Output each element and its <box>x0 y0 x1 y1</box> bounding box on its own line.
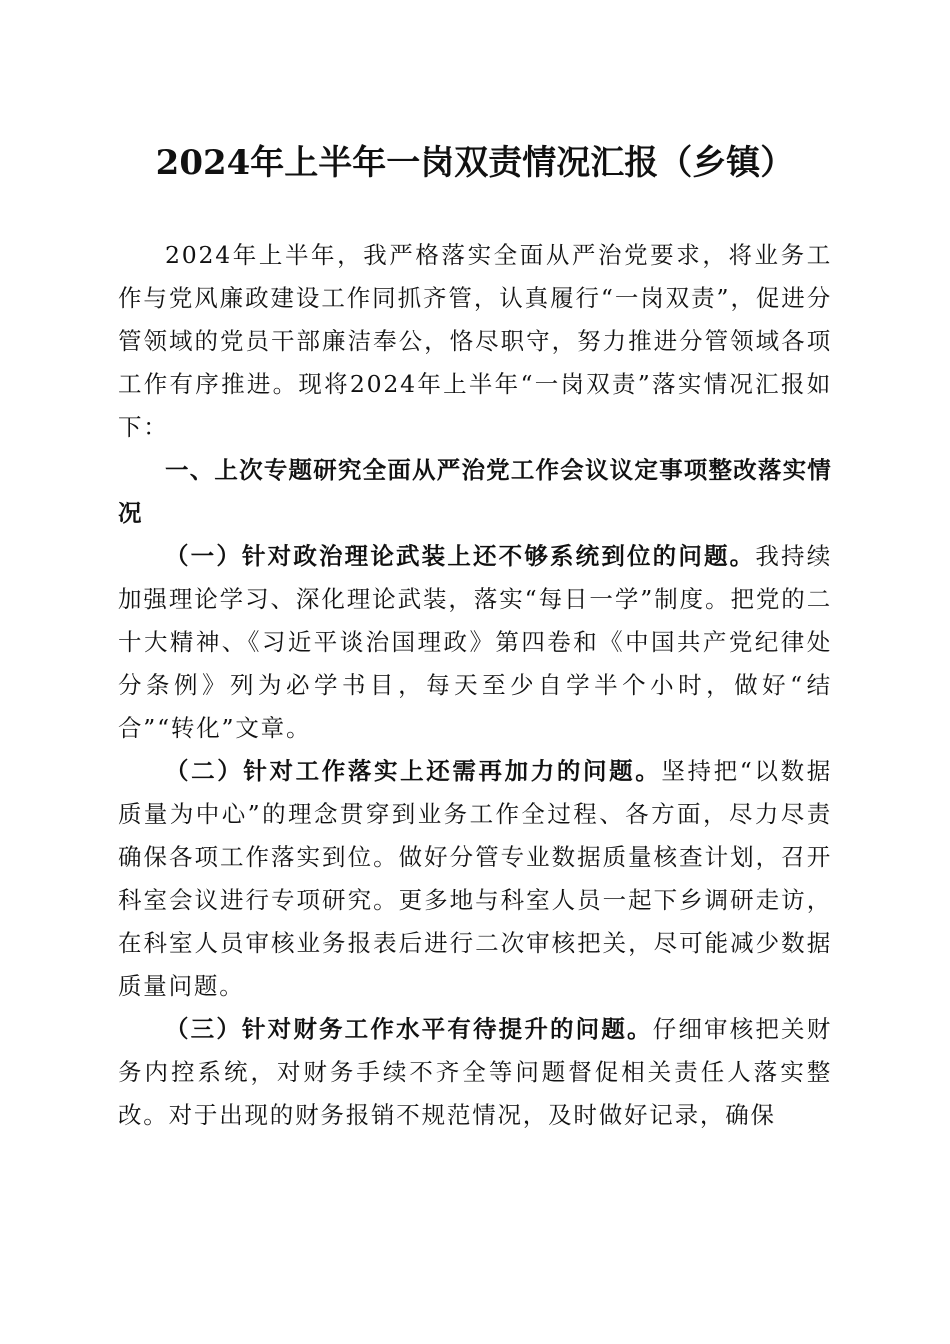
item-lead: （一）针对政治理论武装上还不够系统到位的问题。 <box>165 542 756 570</box>
intro-paragraph: 2024年上半年，我严格落实全面从严治党要求，将业务工作与党风廉政建设工作同抓齐管，认真履行“一岗双责”，促进分管领域的党员干部廉洁奉公，恪尽职守，努力推进分管领域各项工作有序推进。现将2024年上半年“一岗双责”落实情况汇报如下： <box>118 241 832 441</box>
item-text: 我持续加强理论学习、深化理论武装，落实“每日一学”制度。把党的二十大精神、《习近平谈治国理政》第四卷和《中国共产党纪律处分条例》列为必学书目，每天至少自学半个小时，做好“结合”“转化”文章。 <box>118 542 832 742</box>
item-text: 坚持把“以数据质量为中心”的理念贯穿到业务工作全过程、各方面，尽力尽责确保各项工作落实到位。做好分管专业数据质量核查计划，召开科室会议进行专项研究。更多地与科室人员一起下乡调研走访，在科室人员审核业务报表后进行二次审核把关，尽可能减少数据质量问题。 <box>118 757 832 1000</box>
list-item <box>118 1008 832 1137</box>
item-text: 仔细审核把关财务内控系统，对财务手续不齐全等问题督促相关责任人落实整改。对于出现的财务报销不规范情况，及时做好记录，确保 <box>118 1015 832 1129</box>
section-heading: 一、上次专题研究全面从严治党工作会议议定事项整改落实情况 <box>118 456 832 527</box>
document-body <box>118 234 832 1137</box>
document-title: 2024年上半年一岗双责情况汇报（乡镇） <box>155 143 795 183</box>
item-lead: （二）针对工作落实上还需再加力的问题。 <box>165 757 662 785</box>
item-lead: （三）针对财务工作水平有待提升的问题。 <box>165 1015 653 1043</box>
list-item <box>118 750 832 1008</box>
list-item <box>118 535 832 750</box>
